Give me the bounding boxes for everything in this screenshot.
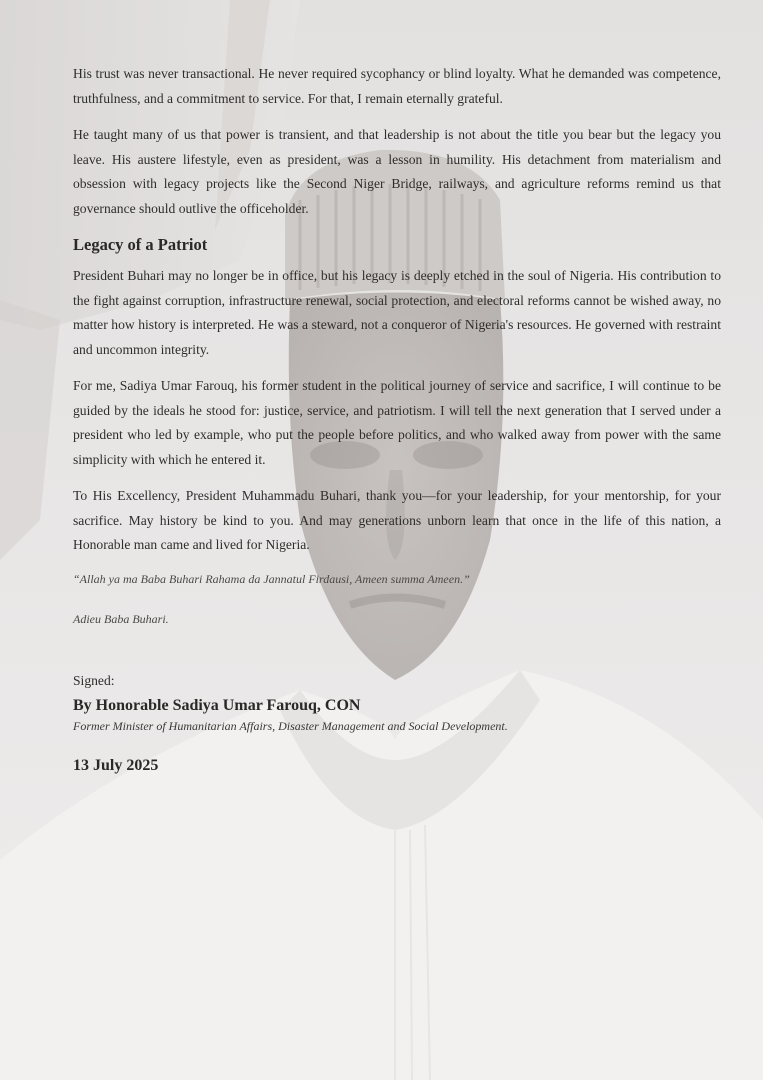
paragraph-legacy: President Buhari may no longer be in office, but his legacy is deeply etched in the soul of Nigeria. His contribution to the fight against corruption, infrastructure renewal, social protection, and electoral reforms cannot be wished away, no matter how history is interpreted. He was a steward, not a conqueror of Nigeria's resources. He governed with restraint and uncommon integrity. — [73, 268, 721, 357]
paragraph-trust: His trust was never transactional. He never required sycophancy or blind loyalty. What he demanded was competence, truthfulness, and a commitment to service. For that, I remain eternally grateful. — [73, 66, 721, 106]
section-heading-legacy: Legacy of a Patriot — [73, 235, 208, 254]
letter-body — [73, 62, 721, 777]
farewell-line: Adieu Baba Buhari. — [73, 611, 169, 626]
signed-label: Signed: — [73, 672, 115, 688]
prayer-quote: “Allah ya ma Baba Buhari Rahama da Jannatul Firdausi, Ameen summa Ameen.” — [73, 571, 470, 586]
paragraph-power-transient: He taught many of us that power is transient, and that leadership is not about the title you bear but the legacy you leave. His austere lifestyle, even as president, was a lesson in humility. His detachment from materialism and obsession with legacy projects like the Second Niger Bridge, railways, and agriculture reforms remind us that governance should outlive the officeholder. — [73, 127, 721, 216]
signature-date: 13 July 2025 — [73, 756, 159, 774]
paragraph-thank-you: To His Excellency, President Muhammadu Buhari, thank you—for your leadership, for your mentorship, for your sacrifice. May history be kind to you. And may generations unborn learn that once in the life of this nation, a Honorable man came and lived for Nigeria. — [73, 488, 721, 552]
signatory-title: Former Minister of Humanitarian Affairs, Disaster Management and Social Development. — [73, 718, 508, 733]
signatory-name: By Honorable Sadiya Umar Farouq, CON — [73, 696, 361, 714]
paragraph-for-me: For me, Sadiya Umar Farouq, his former student in the political journey of service and sacrifice, I will continue to be guided by the ideals he stood for: justice, service, and patriotism. I will tell the next generation that I served under a president who led by example, who put the people before politics, and who walked away from power with the same simplicity with which he entered it. — [73, 378, 721, 467]
signature-block — [73, 671, 721, 777]
